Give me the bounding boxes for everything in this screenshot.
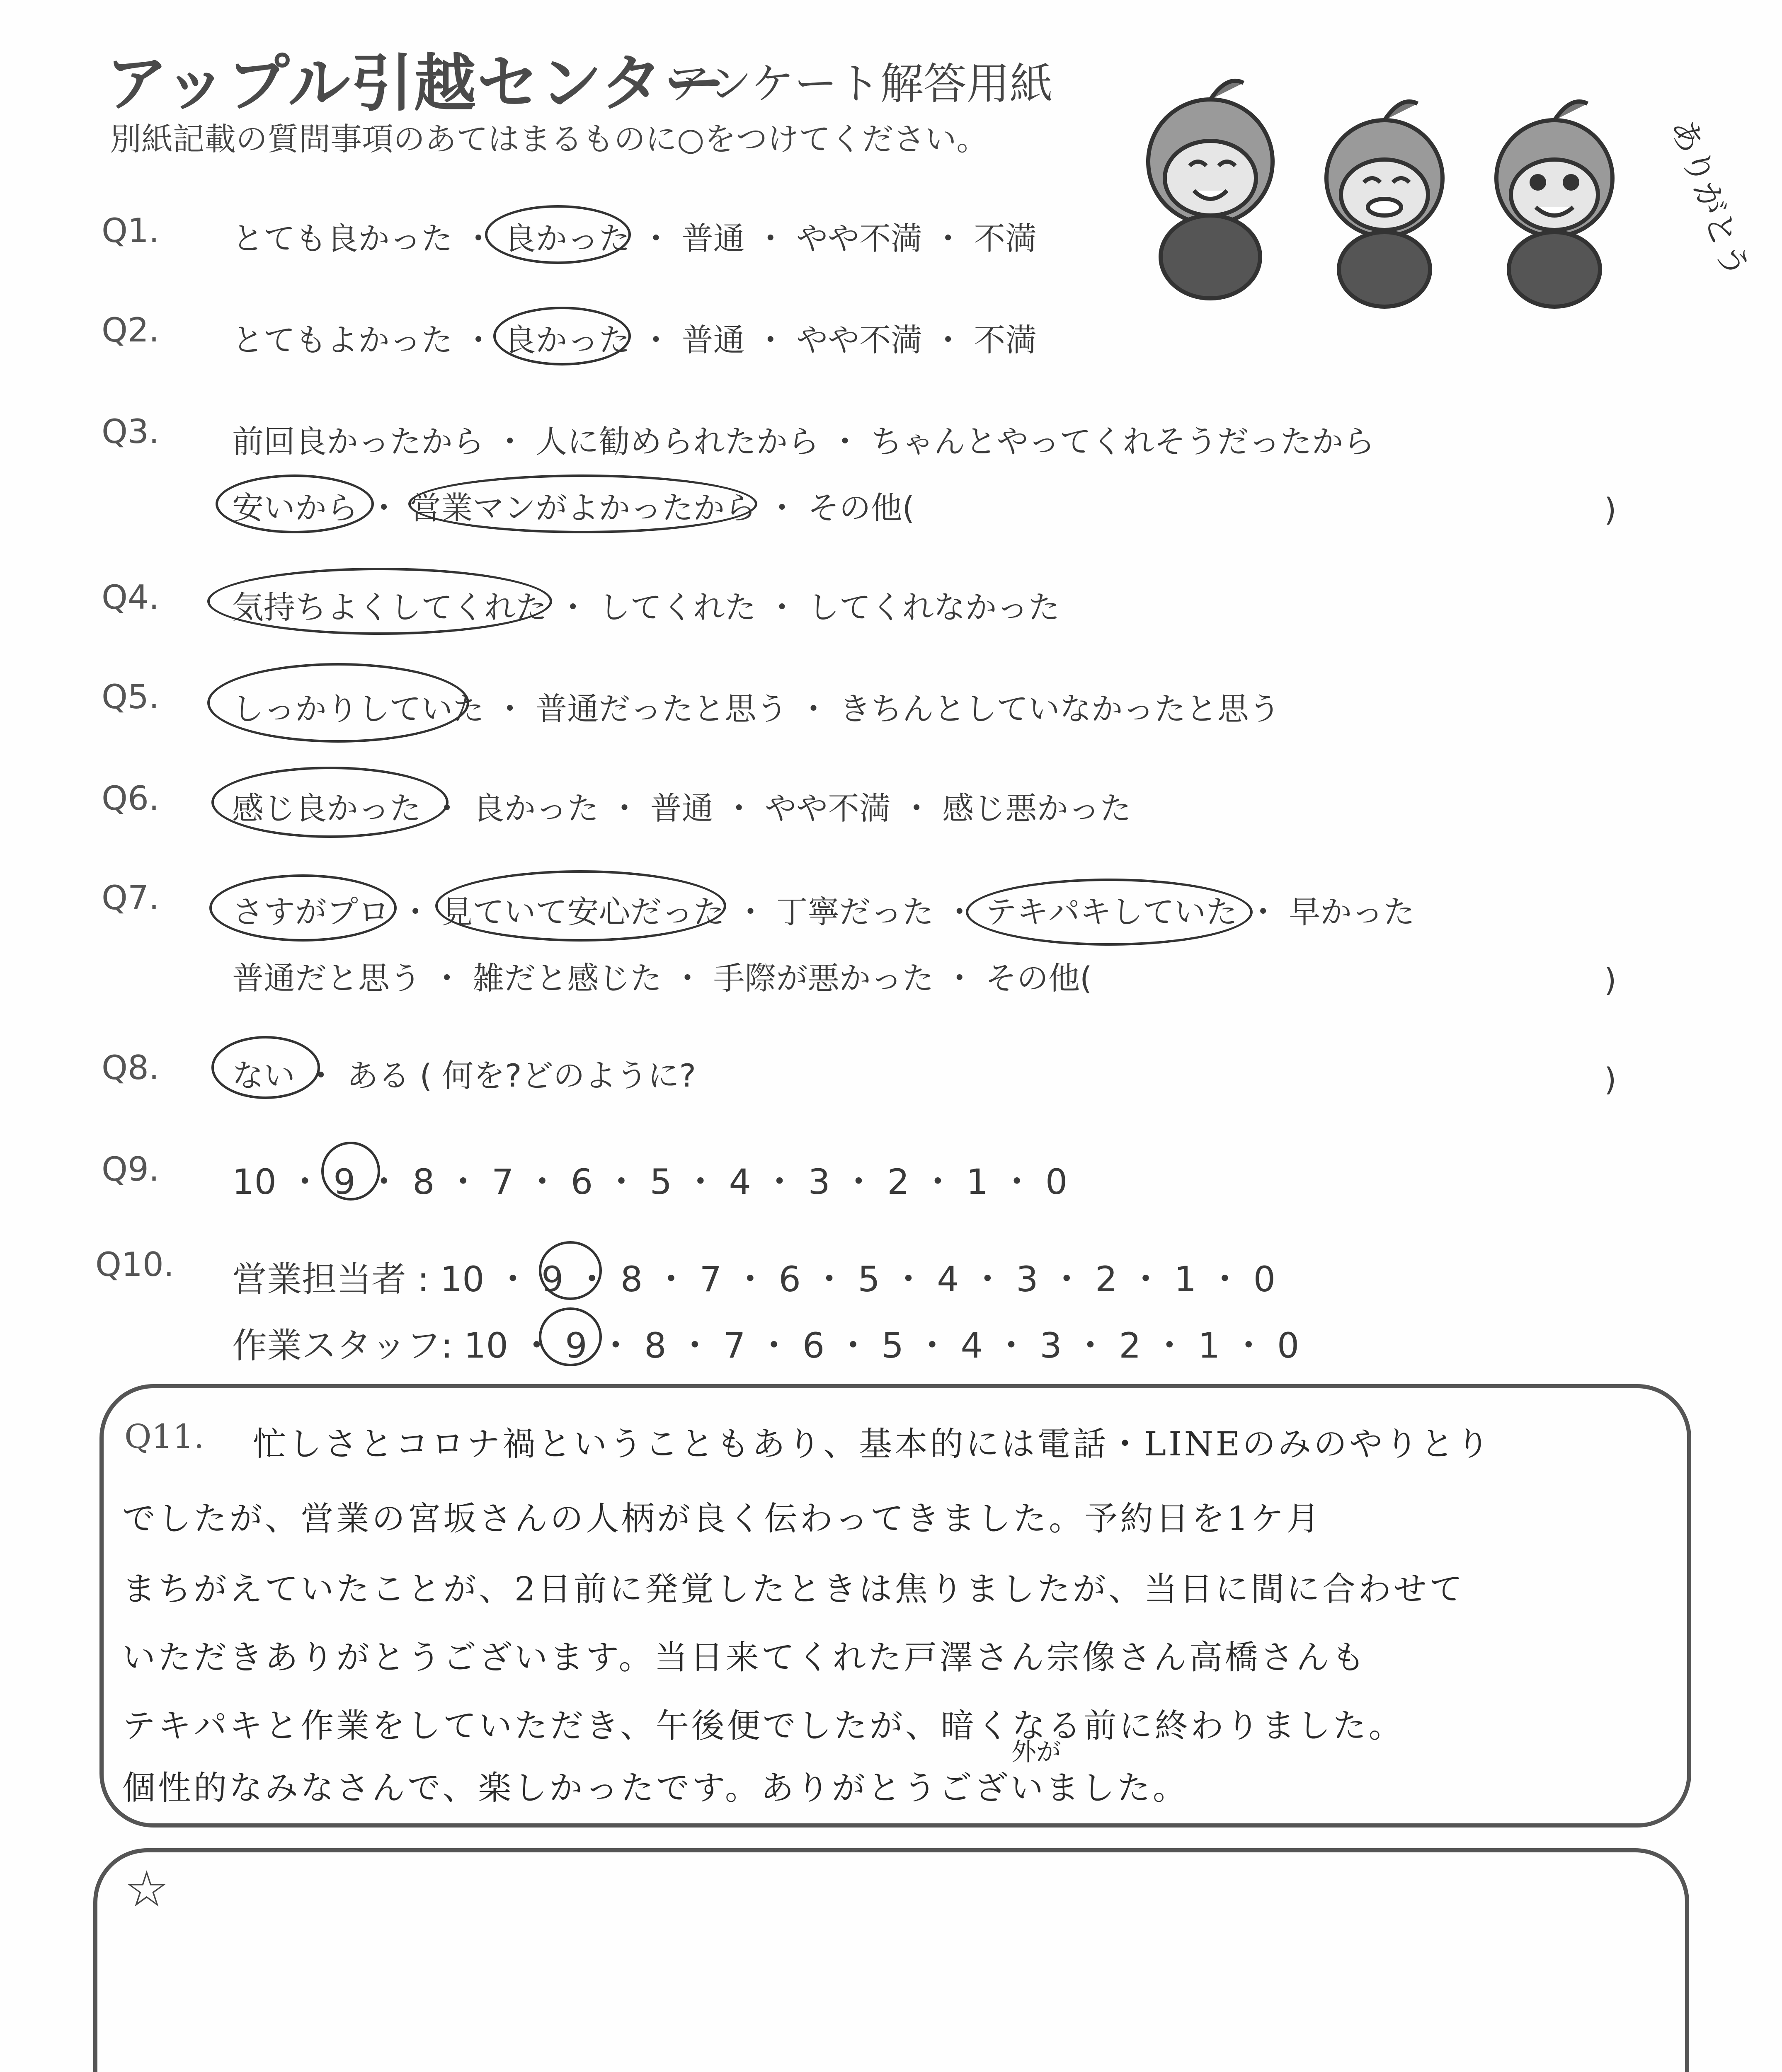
monkey-2-icon [1326,102,1443,307]
q7-close-paren: ) [1604,961,1617,998]
q3-label: Q3. [102,412,160,451]
star-icon: ☆ [124,1861,169,1918]
q3-selection-circle-2 [408,474,757,533]
q1-label: Q1. [102,211,160,250]
q11-line-6: 個性的なみなさんで、楽しかったです。ありがとうございました。 [122,1769,1188,1807]
q3-selection-circle-1 [216,474,374,533]
q8-close-paren: ) [1604,1061,1617,1098]
q7-options-line1: さすがプロ ・ 見ていて安心だった ・ 丁寧だった ・ テキパキしていた ・ 早かった [232,893,1415,930]
q11-line-5: テキパキと作業をしていただき、午後便でしたが、暗くなる前に終わりました。 [122,1706,1404,1745]
q1-options: とても良かった ・ 良かった ・ 普通 ・ やや不満 ・ 不満 [232,220,1037,257]
free-comment-box [93,1848,1689,2072]
q8-selection-circle [211,1036,320,1099]
form-subtitle: アンケート解答用紙 [667,58,1053,109]
q10-staff-selection-circle [539,1307,602,1366]
q8-options: ない ・ ある ( 何を?どのように? [232,1057,696,1094]
q11-insertion-note: 外が [1011,1738,1061,1767]
q11-line-3: まちがえていたことが、2日前に発覚したときは焦りましたが、当日に間に合わせて [122,1570,1465,1608]
q10-staff-scale: 作業スタッフ: 10 ・ 9 ・ 8 ・ 7 ・ 6 ・ 5 ・ 4 ・ 3 ・ 2 ・ 1 ・ 0 [232,1325,1300,1366]
q6-label: Q6. [102,779,160,818]
q6-selection-circle [211,767,449,838]
q3-options-line1: 前回良かったから ・ 人に勧められたから ・ ちゃんとやってくれそうだったから [232,423,1375,460]
monkey-1-icon [1148,81,1273,298]
q7-label: Q7. [102,879,160,917]
q9-selection-circle [321,1142,380,1201]
company-title: アップル引越センター [106,48,727,120]
q7-selection-circle-1 [209,874,397,942]
q8-label: Q8. [102,1048,160,1087]
q9-scale: 10 ・ 9 ・ 8 ・ 7 ・ 6 ・ 5 ・ 4 ・ 3 ・ 2 ・ 1 ・ 0 [232,1162,1068,1202]
q5-label: Q5. [102,678,160,716]
q2-options: とてもよかった ・ 良かった ・ 普通 ・ やや不満 ・ 不満 [232,322,1037,358]
q7-selection-circle-3 [966,879,1253,946]
q2-selection-circle [493,307,631,366]
thank-you-badge: ありがとう [1663,114,1756,283]
q11-line-4: いただきありがとうございます。当日来てくれた戸澤さん宗像さん高橋さんも [122,1638,1367,1677]
q3-close-paren: ) [1604,491,1617,528]
q9-label: Q9. [102,1150,160,1188]
q11-line-2: でしたが、営業の宮坂さんの人柄が良く伝わってきました。予約日を1ケ月 [122,1499,1322,1538]
q1-selection-circle [485,205,631,264]
q2-label: Q2. [102,311,160,349]
monkey-3-icon [1496,102,1612,307]
q4-options: 気持ちよくしてくれた ・ してくれた ・ してくれなかった [232,589,1060,626]
q11-line-1: 忙しさとコロナ禍ということもあり、基本的には電話・LINEのみのやりとり [253,1425,1492,1463]
q7-selection-circle-2 [435,870,726,942]
monkey-mascots-illustration [1119,66,1756,298]
q10-sales-scale: 営業担当者 : 10 ・ 9 ・ 8 ・ 7 ・ 6 ・ 5 ・ 4 ・ 3 ・ 2 ・ 1 ・ 0 [232,1259,1276,1300]
q5-options: しっかりしていた ・ 普通だったと思う ・ きちんとしていなかったと思う [232,690,1280,727]
q5-selection-circle [207,663,469,743]
q10-sales-selection-circle [539,1241,602,1300]
q11-label: Q11. [124,1417,204,1456]
q4-selection-circle [207,568,552,635]
instruction-text: 別紙記載の質問事項のあてはまるものに○をつけてください。 [110,121,988,157]
q10-label: Q10. [95,1245,175,1284]
q6-options: 感じ良かった ・ 良かった ・ 普通 ・ やや不満 ・ 感じ悪かった [232,790,1132,827]
q7-options-line2: 普通だと思う ・ 雑だと感じた ・ 手際が悪かった ・ その他( [232,960,1092,997]
q4-label: Q4. [102,578,160,617]
q3-options-line2: 安いから ・ 営業マンがよかったから ・ その他( [232,489,915,526]
